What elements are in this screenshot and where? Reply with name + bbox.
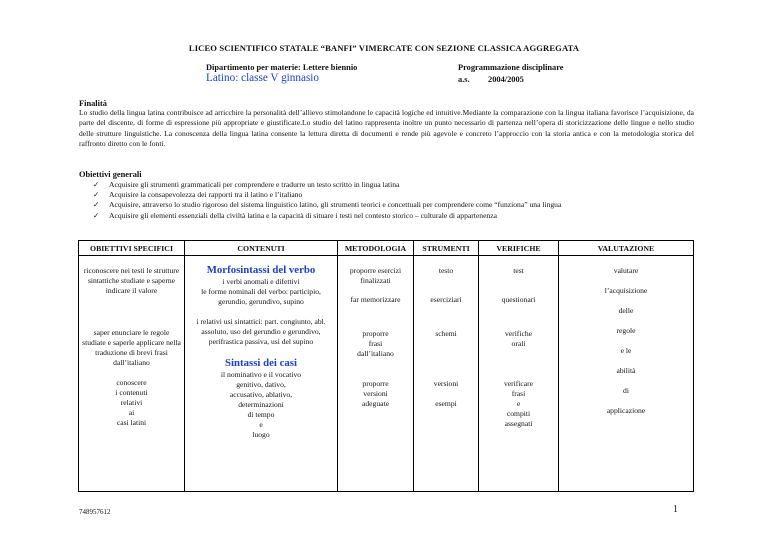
valutazione-text: delle bbox=[618, 306, 634, 315]
list-item: ✓ Acquisire, attraverso lo studio rigoroso del sistema linguistico latino, gli strumenti teorici e concettuali per comprendere come “funziona” una lingua bbox=[93, 200, 562, 210]
strumenti-text: testo bbox=[438, 266, 454, 275]
subject-title: Latino: classe V ginnasio bbox=[206, 72, 319, 84]
page-number: 1 bbox=[673, 504, 678, 515]
obiettivi-generali-heading: Obiettivi generali bbox=[79, 170, 142, 179]
metodologia-text: far memorizzare bbox=[350, 295, 401, 304]
contenuti-text: il nominativo e il vocativo genitivo, dativo, accusativo, ablativo, determinazioni di tempo e luogo bbox=[220, 370, 302, 439]
document-id: 748957612 bbox=[79, 508, 111, 516]
valutazione-text: abilità bbox=[616, 366, 636, 375]
valutazione-text: applicazione bbox=[606, 406, 646, 415]
list-item: ✓ Acquisire la consapevolezza dei rapporti tra il latino e l’italiano bbox=[93, 190, 303, 200]
strumenti-text: versioni bbox=[433, 379, 459, 388]
column-header: OBIETTIVI SPECIFICI bbox=[79, 241, 185, 256]
strumenti-cell bbox=[414, 256, 479, 492]
column-header: VERIFICHE bbox=[479, 241, 559, 256]
valutazione-text: di bbox=[623, 386, 629, 395]
obiettivo-text: saper enunciare le regole studiate e saperle applicare nella traduzione di brevi frasi dall’italiano bbox=[82, 328, 181, 367]
verifiche-text: verifiche orali bbox=[505, 329, 532, 348]
checkmark-icon: ✓ bbox=[93, 200, 100, 210]
checkmark-icon: ✓ bbox=[93, 180, 100, 189]
metodologia-text: proporre frasi dall’italiano bbox=[357, 329, 394, 358]
metodologia-cell bbox=[338, 256, 414, 492]
contenuti-heading: Morfosintassi del verbo bbox=[206, 264, 316, 276]
table-header-row bbox=[79, 241, 694, 256]
valutazione-text: l’acquisizione bbox=[604, 286, 648, 295]
column-header: CONTENUTI bbox=[185, 241, 338, 256]
list-item: ✓ Acquisire gli elementi essenziali della civiltà latina e la capacità di situare i testi nel contesto storico – culturale di appartenenza bbox=[93, 210, 497, 220]
year-value: 2004/2005 bbox=[488, 75, 524, 84]
verifiche-text: questionari bbox=[501, 295, 536, 304]
valutazione-cell bbox=[559, 256, 694, 492]
metodologia-text: proporre esercizi finalizzati bbox=[349, 266, 402, 285]
contenuti-text: i relativi usi sintattici: part. congiunto, abl. assoluto, uso del gerundio e gerundivo, perifrastica passiva, usi del supino bbox=[196, 317, 326, 346]
strumenti-text: esempi bbox=[435, 399, 457, 408]
valutazione-text: regole bbox=[616, 326, 636, 335]
checkmark-icon: ✓ bbox=[93, 210, 100, 220]
finalita-heading: Finalità bbox=[79, 99, 107, 108]
contenuti-cell bbox=[185, 256, 338, 492]
contenuti-heading: Sintassi dei casi bbox=[225, 357, 297, 369]
valutazione-text: valutare bbox=[613, 266, 639, 275]
school-title: LICEO SCIENTIFICO STATALE “BANFI” VIMERCATE CON SEZIONE CLASSICA AGGREGATA bbox=[188, 43, 580, 53]
contenuti-text: i verbi anomali e difettivi le forme nominali del verbo: participio, gerundio, gerundivo, supino bbox=[201, 277, 321, 306]
finalita-text: Lo studio della lingua latina contribuisce ad arricchire la personalità dell’allievo stimolandone le capacità logiche ed intuitive.Mediante la comparazione con la lingua italiana favorisce l’acquisizione, da parte del discente, di forme di espressione più appropriate e giustificate.Lo studio del latino rappresenta inoltre un punto necessario di partenza nell’opera di storicizzazione delle lingue e nello studio delle strutture linguistiche. La conoscenza della lingua latina consente la lettura diretta di documenti e rende più agevole e concreto l’approccio con la storia antica e con la metodologia storica del raffronto diretto con le fonti. bbox=[79, 108, 694, 149]
department-label: Dipartimento per materie: Lettere biennio bbox=[206, 63, 358, 72]
column-header: STRUMENTI bbox=[414, 241, 479, 256]
column-header: METODOLOGIA bbox=[338, 241, 414, 256]
programming-label: Programmazione disciplinare bbox=[458, 63, 564, 72]
strumenti-text: eserciziari bbox=[430, 295, 462, 304]
metodologia-text: proporre versioni adeguate bbox=[362, 379, 389, 408]
year-label: a.s. bbox=[458, 75, 470, 84]
column-header: VALUTAZIONE bbox=[559, 241, 694, 256]
obiettivi-generali-list bbox=[93, 180, 561, 221]
programming-table bbox=[78, 240, 694, 492]
checkmark-icon: ✓ bbox=[93, 190, 100, 200]
obiettivo-text: conoscere i contenuti relativi ai casi latini bbox=[115, 378, 148, 427]
table-row bbox=[79, 256, 694, 492]
valutazione-text: e le bbox=[620, 346, 632, 355]
strumenti-text: schemi bbox=[435, 329, 457, 338]
verifiche-text: verificare frasi e compiti assegnati bbox=[503, 379, 534, 428]
obiettivo-text: riconoscere nei testi le strutture sintattiche studiate e saperne indicare il valore bbox=[83, 266, 180, 295]
list-item: ✓ Acquisire gli strumenti grammaticali per comprendere e tradurre un testo scritto in lingua latina bbox=[93, 180, 400, 189]
verifiche-cell bbox=[479, 256, 559, 492]
school-year bbox=[458, 75, 524, 84]
verifiche-text: test bbox=[513, 266, 524, 275]
obiettivi-cell bbox=[79, 256, 185, 492]
